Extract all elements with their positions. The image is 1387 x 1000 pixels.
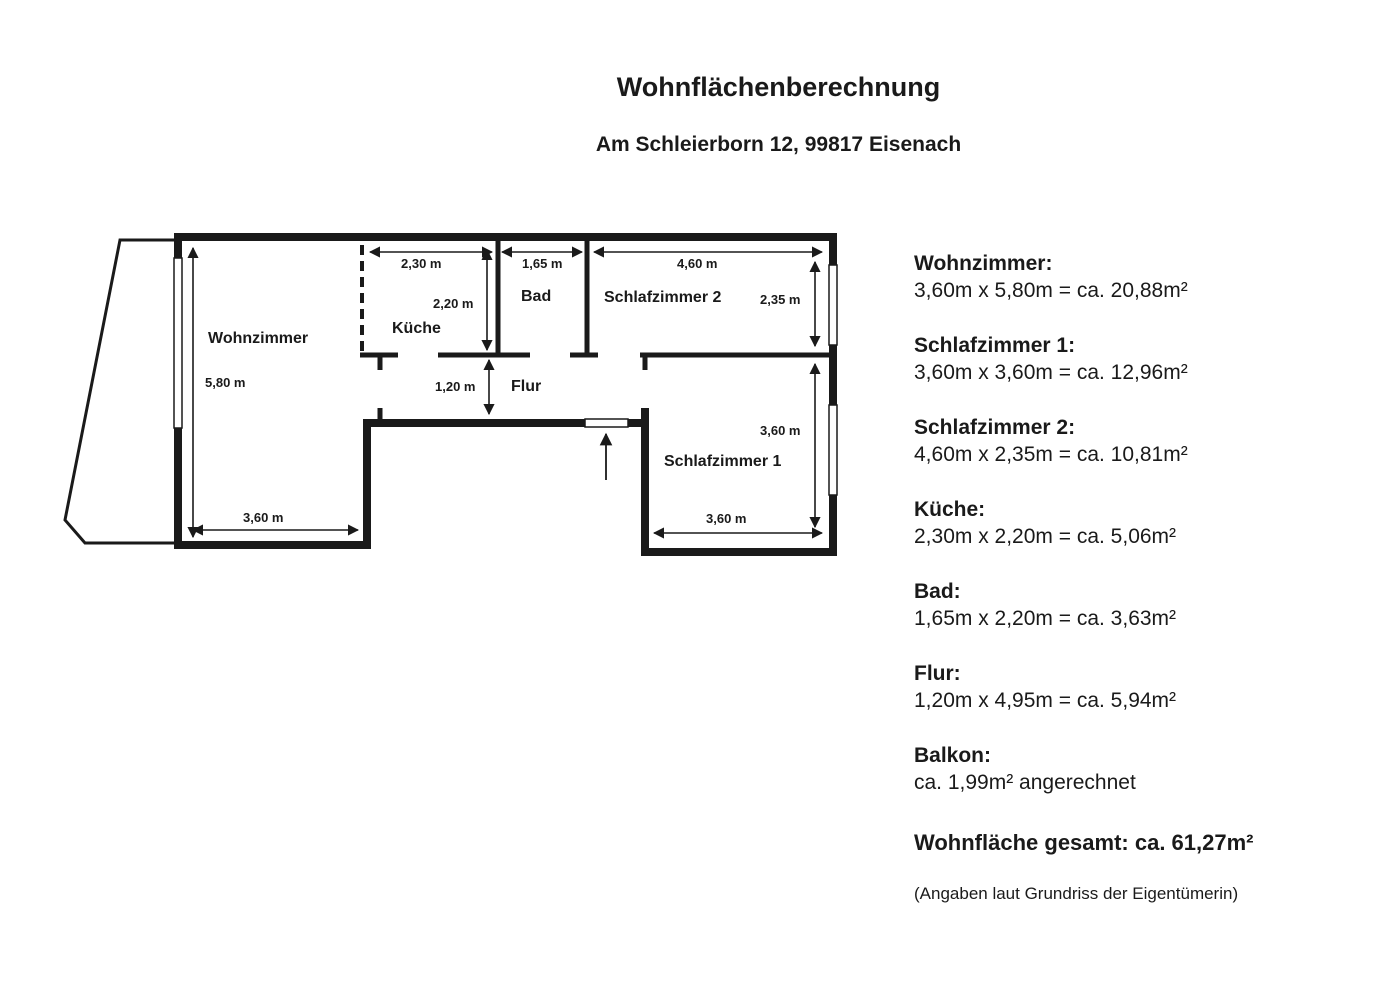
dim-label-flur-width: 1,20 m: [435, 379, 476, 394]
area-item: [914, 660, 1354, 714]
area-item: [914, 414, 1354, 468]
dim-label-sz2-width: 4,60 m: [677, 256, 718, 271]
dim-label-kueche-width: 2,30 m: [401, 256, 442, 271]
room-label-schlafzimmer1: Schlafzimmer 1: [664, 453, 782, 470]
dim-label-sz1-width: 3,60 m: [706, 511, 747, 526]
area-name: Wohnzimmer:: [914, 252, 1053, 275]
walls: [178, 237, 833, 552]
area-calc: 3,60m x 3,60m = ca. 12,96m²: [914, 361, 1188, 384]
entrance-door: [585, 419, 628, 427]
balcony-outline: [65, 240, 180, 543]
dimension-lines: [193, 248, 822, 537]
area-name: Balkon:: [914, 744, 992, 767]
room-label-wohnzimmer: Wohnzimmer: [208, 330, 309, 347]
area-calc: 2,30m x 2,20m = ca. 5,06m²: [914, 525, 1177, 548]
source-note: (Angaben laut Grundriss der Eigentümerin): [914, 884, 1239, 903]
page-title: Wohnflächenberechnung: [616, 72, 941, 102]
area-item: [914, 578, 1354, 632]
floor-plan: [0, 0, 900, 600]
dim-label-wz-width: 3,60 m: [243, 510, 284, 525]
room-label-schlafzimmer2: Schlafzimmer 2: [604, 289, 722, 306]
dim-label-wz-depth: 5,80 m: [205, 375, 246, 390]
dim-label-sz2-depth: 2,35 m: [760, 292, 801, 307]
address: Am Schleierborn 12, 99817 Eisenach: [595, 133, 962, 156]
area-item: [914, 496, 1354, 550]
area-calc: 1,20m x 4,95m = ca. 5,94m²: [914, 689, 1177, 712]
room-label-flur: Flur: [511, 378, 542, 395]
dim-label-sz1-depth: 3,60 m: [760, 423, 801, 438]
area-name: Schlafzimmer 2:: [914, 416, 1076, 439]
total-area: Wohnfläche gesamt: ca. 61,27m²: [914, 830, 1254, 855]
area-calc: 1,65m x 2,20m = ca. 3,63m²: [914, 607, 1177, 630]
area-name: Bad:: [914, 580, 961, 603]
area-name: Flur:: [914, 662, 961, 685]
area-item: [914, 742, 1354, 796]
area-calc: 4,60m x 2,35m = ca. 10,81m²: [914, 443, 1188, 466]
area-name: Schlafzimmer 1:: [914, 334, 1076, 357]
room-label-kueche: Küche: [392, 320, 441, 337]
area-calc: ca. 1,99m² angerechnet: [914, 771, 1136, 794]
area-calc: 3,60m x 5,80m = ca. 20,88m²: [914, 279, 1188, 302]
room-label-bad: Bad: [521, 288, 552, 305]
dim-label-bad-width: 1,65 m: [522, 256, 563, 271]
area-item: [914, 250, 1354, 304]
area-item: [914, 332, 1354, 386]
area-name: Küche:: [914, 498, 986, 521]
dim-label-kueche-depth: 2,20 m: [433, 296, 474, 311]
area-list: [914, 250, 1354, 824]
